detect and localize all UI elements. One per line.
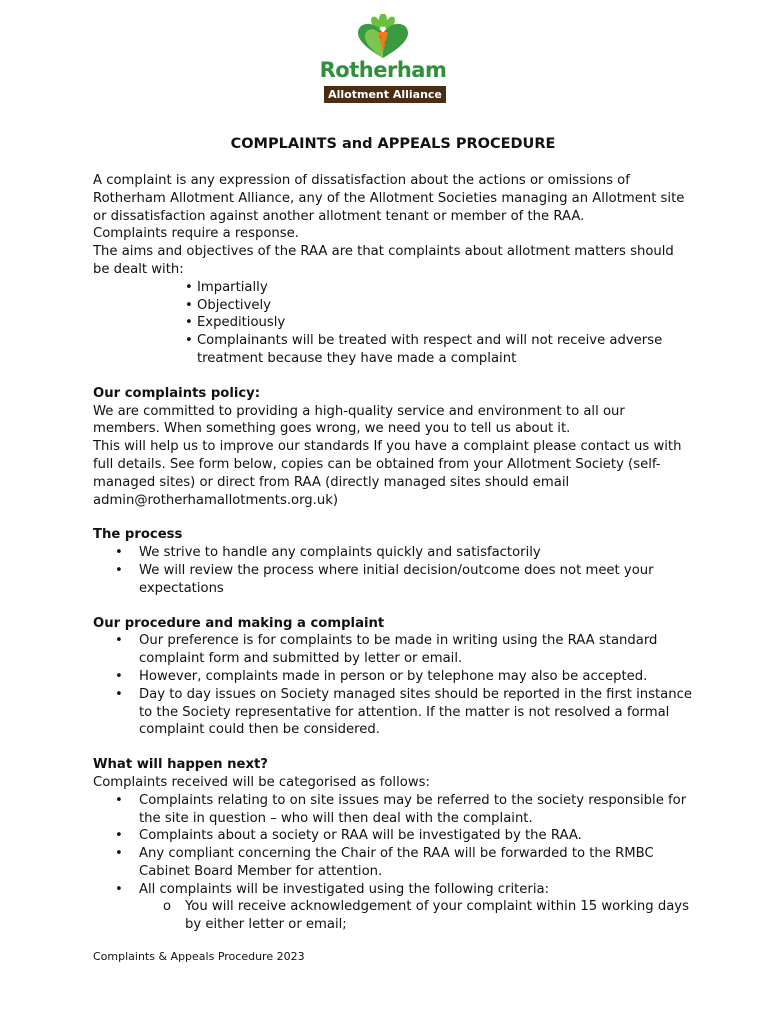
procedure-heading: Our procedure and making a complaint: [93, 615, 385, 631]
bullet-icon: •: [115, 686, 123, 702]
intro-paragraph-3: The aims and objectives of the RAA are that complaints about allotment matters should be dealt with:: [93, 244, 674, 277]
process-list: [93, 544, 693, 597]
process-heading: The process: [93, 527, 183, 543]
rotherham-logo: [318, 14, 448, 106]
bullet-icon: •: [115, 828, 123, 844]
circle-bullet-icon: o: [163, 899, 172, 915]
next-list: [93, 792, 693, 899]
list-item: • Impartially: [185, 279, 268, 295]
list-item: • Any compliant concerning the Chair of the RAA will be forwarded to the RMBC Cabinet Board Member for attention.: [115, 846, 654, 879]
bullet-icon: •: [115, 562, 123, 578]
bullet-icon: •: [115, 633, 123, 649]
list-item: • Complaints relating to on site issues may be referred to the society responsible for the site in question – who will then deal with the complaint.: [115, 792, 687, 826]
procedure-list: [93, 632, 693, 739]
list-item: • Complaints about a society or RAA will be investigated by the RAA.: [115, 828, 582, 844]
list-item: • However, complaints made in person or by telephone may also be accepted.: [115, 668, 648, 684]
document-title: COMPLAINTS and APPEALS PROCEDURE: [230, 136, 556, 152]
bullet-icon: •: [115, 846, 123, 862]
bullet-icon: •: [115, 881, 123, 897]
bullet-icon: •: [115, 668, 123, 684]
next-intro: Complaints received will be categorised as follows:: [93, 774, 430, 790]
list-item: o You will receive acknowledgement of your complaint within 15 working days by either letter or email;: [163, 899, 689, 933]
list-item: • Objectively: [185, 297, 271, 313]
document-body: [93, 134, 693, 934]
list-item: • We will review the process where initial decision/outcome does not meet your expectations: [115, 562, 654, 596]
list-item: • All complaints will be investigated using the following criteria:: [115, 881, 550, 897]
policy-paragraph-2: This will help us to improve our standards If you have a complaint please contact us with full details. See form below, copies can be obtained from your Allotment Society (self-managed sites) or direct from RAA (directly managed sites should email admin@rotherhamallotments.org.uk): [93, 439, 682, 508]
page-footer: Complaints & Appeals Procedure 2023: [93, 950, 305, 963]
intro-paragraph-1: A complaint is any expression of dissatisfaction about the actions or omissions of Rotherham Allotment Alliance, any of the Allotment Societies managing an Allotment site or dissatisfaction against another allotment tenant or member of the RAA.: [93, 173, 685, 224]
aims-list: [185, 279, 693, 368]
logo-subtitle: Allotment Alliance: [324, 86, 446, 103]
list-item: • Expeditiously: [185, 315, 286, 331]
policy-heading: Our complaints policy:: [93, 385, 261, 401]
next-heading: What will happen next?: [93, 757, 268, 773]
logo-title: Rotherham: [319, 58, 447, 82]
bullet-icon: •: [115, 792, 123, 808]
policy-paragraph-1: We are committed to providing a high-quality service and environment to all our members. When something goes wrong, we need you to tell us about it.: [93, 403, 625, 437]
list-item: • Our preference is for complaints to be made in writing using the RAA standard complaint form and submitted by letter or email.: [115, 633, 658, 667]
bullet-icon: •: [115, 545, 123, 561]
intro-paragraph-2: Complaints require a response.: [93, 226, 299, 242]
list-item: • Day to day issues on Society managed sites should be reported in the first instance to the Society representative for attention. If the matter is not resolved a formal complaint could then be considered.: [115, 686, 692, 738]
list-item: • We strive to handle any complaints quickly and satisfactorily: [115, 545, 541, 561]
criteria-list: [93, 898, 693, 934]
list-item: • Complainants will be treated with respect and will not receive adverse treatment because they have made a complaint: [185, 333, 663, 366]
heart-carrot-icon: [318, 14, 448, 60]
